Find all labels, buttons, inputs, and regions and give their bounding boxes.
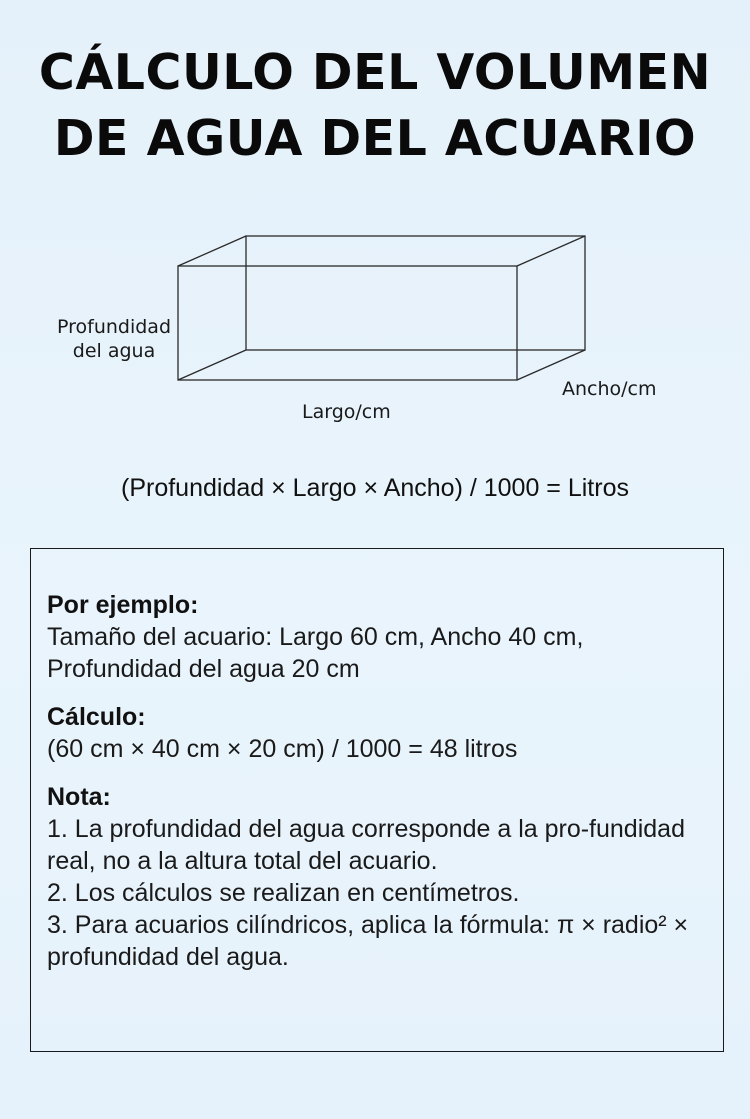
aquarium-edge <box>178 236 246 266</box>
calculation-section <box>47 701 707 765</box>
aquarium-edge <box>517 236 585 266</box>
title-line-2: DE AGUA DEL ACUARIO <box>53 110 697 167</box>
note-section <box>47 781 707 973</box>
note-heading: Nota: <box>47 783 111 811</box>
aquarium-edge <box>517 350 585 380</box>
example-text: Tamaño del acuario: Largo 60 cm, Ancho 40 cm, Profundidad del agua 20 cm <box>47 623 584 683</box>
example-section <box>47 589 707 685</box>
note-item: 3. Para acuarios cilíndricos, aplica la fórmula: π × radio² × profundidad del agua. <box>47 911 689 971</box>
calculation-heading: Cálculo: <box>47 703 146 731</box>
depth-label: Profundidad del agua <box>56 316 172 362</box>
aquarium-back-face <box>246 236 585 350</box>
example-box <box>30 548 724 1052</box>
note-item: 2. Los cálculos se realizan en centímetros. <box>47 879 520 907</box>
aquarium-front-face <box>178 266 517 380</box>
title-line-1: CÁLCULO DEL VOLUMEN <box>38 44 712 101</box>
example-heading: Por ejemplo: <box>47 591 199 619</box>
length-label: Largo/cm <box>302 401 391 423</box>
aquarium-edge <box>178 350 246 380</box>
calculation-text: (60 cm × 40 cm × 20 cm) / 1000 = 48 litros <box>47 735 518 763</box>
width-label: Ancho/cm <box>562 378 657 400</box>
volume-formula: (Profundidad × Largo × Ancho) / 1000 = Litros <box>121 474 629 502</box>
note-item: 1. La profundidad del agua corresponde a la pro-fundidad real, no a la altura total del acuario. <box>47 815 685 875</box>
